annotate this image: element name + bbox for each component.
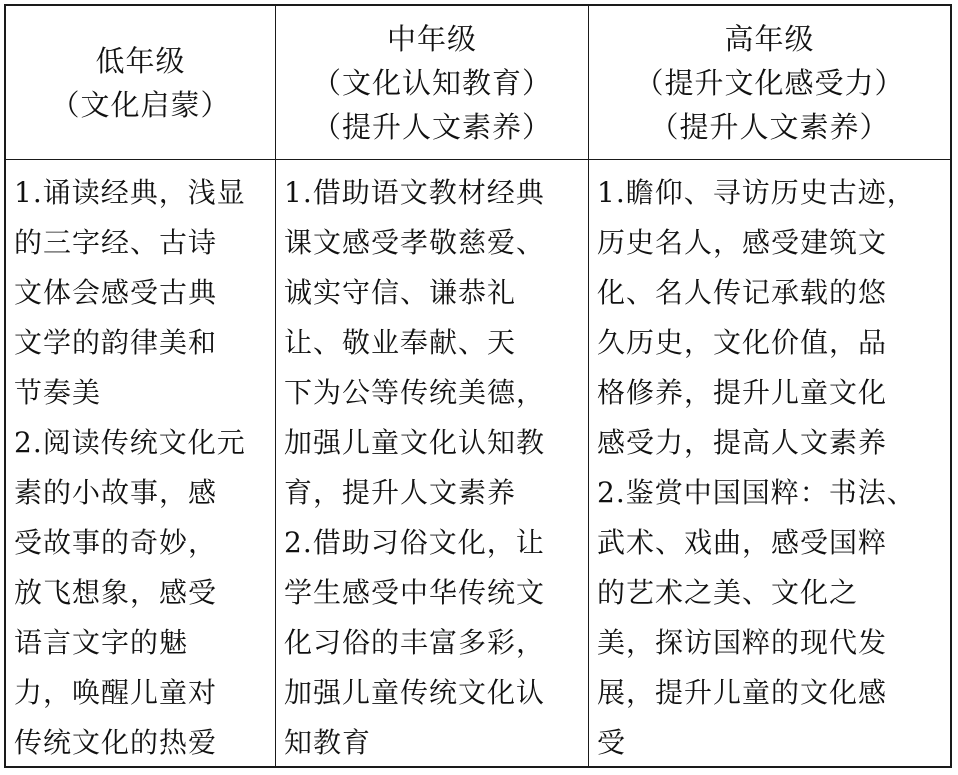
text-line: 美，探访国粹的现代发 bbox=[597, 626, 888, 659]
header-cell-low-grade bbox=[6, 6, 276, 160]
text-line: 课文感受孝敬慈爱、 bbox=[284, 226, 546, 259]
text-line: 文体会感受古典 bbox=[14, 276, 218, 309]
text-line: 格修养，提升儿童文化 bbox=[597, 376, 888, 409]
body-cell-middle-grade bbox=[276, 160, 589, 766]
text-line: 1.瞻仰、寻访历史古迹， bbox=[597, 176, 916, 209]
text-line: 知教育 bbox=[284, 726, 372, 759]
text-line: 语言文字的魅 bbox=[14, 626, 189, 659]
text-line: 受故事的奇妙， bbox=[14, 526, 218, 559]
text-line: 化习俗的丰富多彩， bbox=[284, 626, 546, 659]
text-line: 学生感受中华传统文 bbox=[284, 576, 546, 609]
text-line: 下为公等传统美德， bbox=[284, 376, 546, 409]
header-line: 中年级 bbox=[386, 21, 477, 56]
header-line: （文化启蒙） bbox=[50, 87, 231, 122]
text-line: 加强儿童传统文化认 bbox=[284, 676, 546, 709]
header-line: （提升人文素养） bbox=[649, 109, 890, 144]
text-line: 2.借助习俗文化，让 bbox=[284, 526, 545, 559]
header-line: （提升人文素养） bbox=[311, 109, 552, 144]
text-line: 力，唤醒儿童对 bbox=[14, 676, 218, 709]
text-line: 让、敬业奉献、天 bbox=[284, 326, 517, 359]
text-line: 节奏美 bbox=[14, 376, 102, 409]
text-line: 2.鉴赏中国国粹：书法、 bbox=[597, 476, 916, 509]
text-line: 感受力，提高人文素养 bbox=[597, 426, 888, 459]
text-line: 受 bbox=[597, 726, 627, 759]
curriculum-table bbox=[4, 4, 952, 768]
text-line: 素的小故事，感 bbox=[14, 476, 218, 509]
text-line: 久历史，文化价值，品 bbox=[597, 326, 888, 359]
text-line: 加强儿童文化认知教 bbox=[284, 426, 546, 459]
text-line: 的三字经、古诗 bbox=[14, 226, 218, 259]
text-line: 历史名人，感受建筑文 bbox=[597, 226, 888, 259]
text-line: 诚实守信、谦恭礼 bbox=[284, 276, 517, 309]
text-line: 育，提升人文素养 bbox=[284, 476, 517, 509]
text-line: 1.借助语文教材经典 bbox=[284, 176, 545, 209]
header-line: （提升文化感受力） bbox=[634, 65, 905, 100]
body-cell-low-grade bbox=[6, 160, 276, 766]
text-line: 传统文化的热爱 bbox=[14, 726, 218, 759]
text-line: 1.诵读经典，浅显 bbox=[14, 176, 246, 209]
text-line: 武术、戏曲，感受国粹 bbox=[597, 526, 888, 559]
header-line: 低年级 bbox=[95, 43, 186, 78]
header-cell-middle-grade bbox=[276, 6, 589, 160]
text-line: 的艺术之美、文化之 bbox=[597, 576, 859, 609]
text-line: 放飞想象，感受 bbox=[14, 576, 218, 609]
header-cell-high-grade bbox=[589, 6, 950, 160]
header-line: （文化认知教育） bbox=[311, 65, 552, 100]
text-line: 2.阅读传统文化元 bbox=[14, 426, 246, 459]
header-line: 高年级 bbox=[724, 21, 815, 56]
body-cell-high-grade bbox=[589, 160, 950, 766]
text-line: 展，提升儿童的文化感 bbox=[597, 676, 888, 709]
text-line: 化、名人传记承载的悠 bbox=[597, 276, 888, 309]
text-line: 文学的韵律美和 bbox=[14, 326, 218, 359]
